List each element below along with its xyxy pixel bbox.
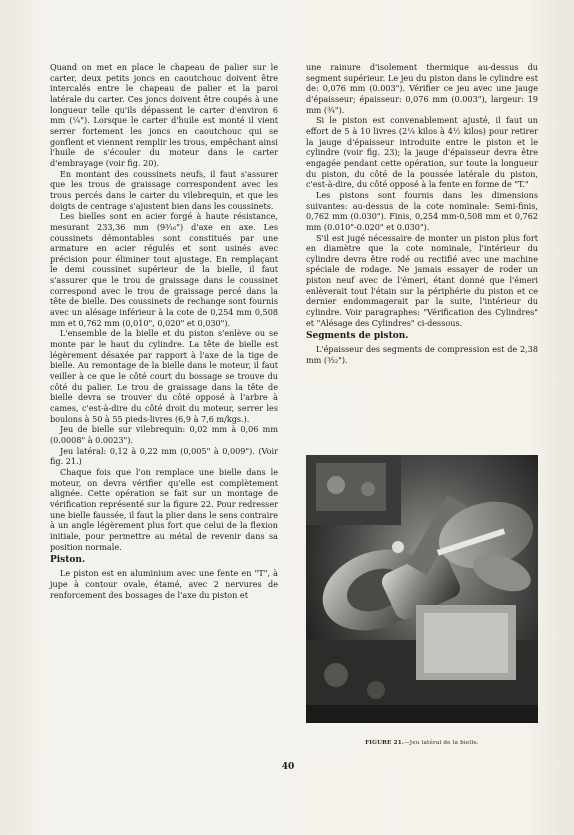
paragraph: Les pistons sont fournis dans les dimensions suivantes: au-dessus de la cote nominale: Semi-finis, 0,762 mm (0.030"). Finis, 0,254 mm-0,508 mm et 0,762 mm (0.010"-0.020" et 0.030"). <box>306 189 538 232</box>
paragraph: Quand on met en place le chapeau de palier sur le carter, deux petits joncs en caoutchouc doivent être intercalés entre le chapeau de palier et la paroi latérale du carter. Ces joncs doivent être coupés à une longueur telle qu'ils dépassent le carter d'environ 6 mm (¼"). Lorsque le carter d'huile est monté il vient serrer fortement les joncs en caoutchouc qui se gonflent et viennent remplir les trous, empêchant ainsi l'huile de s'écouler du moteur dans le carter d'embrayage (voir fig. 20). <box>50 62 278 168</box>
figure-caption-label: FIGURE 21. <box>365 740 404 746</box>
left-column <box>50 62 278 600</box>
section-heading-piston: Piston. <box>50 555 86 566</box>
figure-caption-text: —Jeu latéral de la bielle. <box>403 740 479 746</box>
paragraph: L'épaisseur des segments de compression est de 2,38 mm (³⁄₃₂"). <box>306 344 538 366</box>
figure-caption <box>306 740 538 746</box>
paragraph: L'ensemble de la bielle et du piston s'enlève ou se monte par le haut du cylindre. La tête de bielle est légèrement désaxée par rapport à l'axe de la tige de bielle. Au remontage de la bielle dans le moteur, il faut veiller à ce que le côté court du bossage se trouve du côté du palier. Le trou de graissage dans la tête de bielle devra se trouver du côté opposé à l'arbre à cames, c'est-à-dire du côté droit du moteur, serrer les boulons à 50 à 55 pieds-livres (6,9 à 7,6 m/kgs.). <box>50 328 278 424</box>
paragraph: Jeu de bielle sur vilebrequin: 0,02 mm à 0,06 mm (0.0008" à 0.0023"). <box>50 424 278 445</box>
right-column <box>306 62 538 366</box>
paragraph: une rainure d'isolement thermique au-dessus du segment supérieur. Le jeu du piston dans le cylindre est de: 0,076 mm (0.003"). Vérifier ce jeu avec une jauge d'épaisseur; épaisseur: 0,076 mm (0.003"), largeur: 19 mm (¾"). <box>306 62 538 115</box>
paragraph: S'il est jugé nécessaire de monter un piston plus fort en diamètre que la cote nominale, l'intérieur du cylindre devra être rodé ou rectifié avec une machine spéciale de rodage. Ne jamais essayer de roder un piston neuf avec de l'émeri, étant donné que l'émeri enlèverait tout l'étain sur la périphérie du piston et ce dernier endommagerait par la suite, l'intérieur du cylindre. Voir paragraphes: "Vérification des Cylindres" et "Alésage des Cylindres" ci-dessous. <box>306 232 538 328</box>
page-number: 40 <box>281 762 295 772</box>
paragraph: Jeu latéral: 0,12 à 0,22 mm (0,005" à 0,009"). (Voir fig. 21.) <box>50 445 278 467</box>
paragraph: En montant des coussinets neufs, il faut s'assurer que les trous de graissage correspondent avec les trous percés dans le carter du vilebrequin, et que les doigts de centrage s'ajustent bien dans les coussinets. <box>50 168 278 211</box>
connecting-rod-photo-image <box>306 455 538 723</box>
paragraph: Si le piston est convenablement ajusté, il faut un effort de 5 à 10 livres (2¼ kilos à 4½ kilos) pour retirer la jauge d'épaisseur introduite entre le piston et le cylindre (voir fig. 23); la jauge d'épaisseur devra être engagée pendant cette opération, sur toute la longueur du piston, du côté de la poussée latérale du piston, c'est-à-dire, du côté opposé à la fente en forme de "T." <box>306 115 538 190</box>
paragraph: Le piston est en aluminium avec une fente en "T", à jupe à contour ovale, étamé, avec 2 nervures de renforcement des bossages de l'axe du piston et <box>50 568 278 600</box>
paragraph: Les bielles sont en acier forgé à haute résistance, mesurant 233,36 mm (9³⁄₁₆") d'axe en axe. Les coussinets démontables sont constitués par une armature en acier régulés et sont usinés avec précision pour éliminer tout ajustage. En remplaçant le demi coussinet supérieur de la bielle, il faut s'assurer que le trou de graissage dans le coussinet correspond avec le trou de graissage percé dans la tête de bielle. Des coussinets de rechange sont fournis avec un alésage inférieur à la cote de 0,254 mm 0,508 mm et 0,762 mm (0,010", 0,020" et 0,030"). <box>50 211 278 328</box>
section-heading-segments: Segments de piston. <box>306 331 409 342</box>
figure-21-photo <box>306 455 538 723</box>
paragraph: Chaque fois que l'on remplace une bielle dans le moteur, on devra vérifier qu'elle est complètement alignée. Cette opération se fait sur un montage de vérification représenté sur la figure 22. Pour redresser une bielle faussée, il faut la plier dans le sens contraire à un angle légèrement plus fort que celui de la flexion initiale, pour permettre au métal de revenir dans sa position normale. <box>50 466 278 552</box>
